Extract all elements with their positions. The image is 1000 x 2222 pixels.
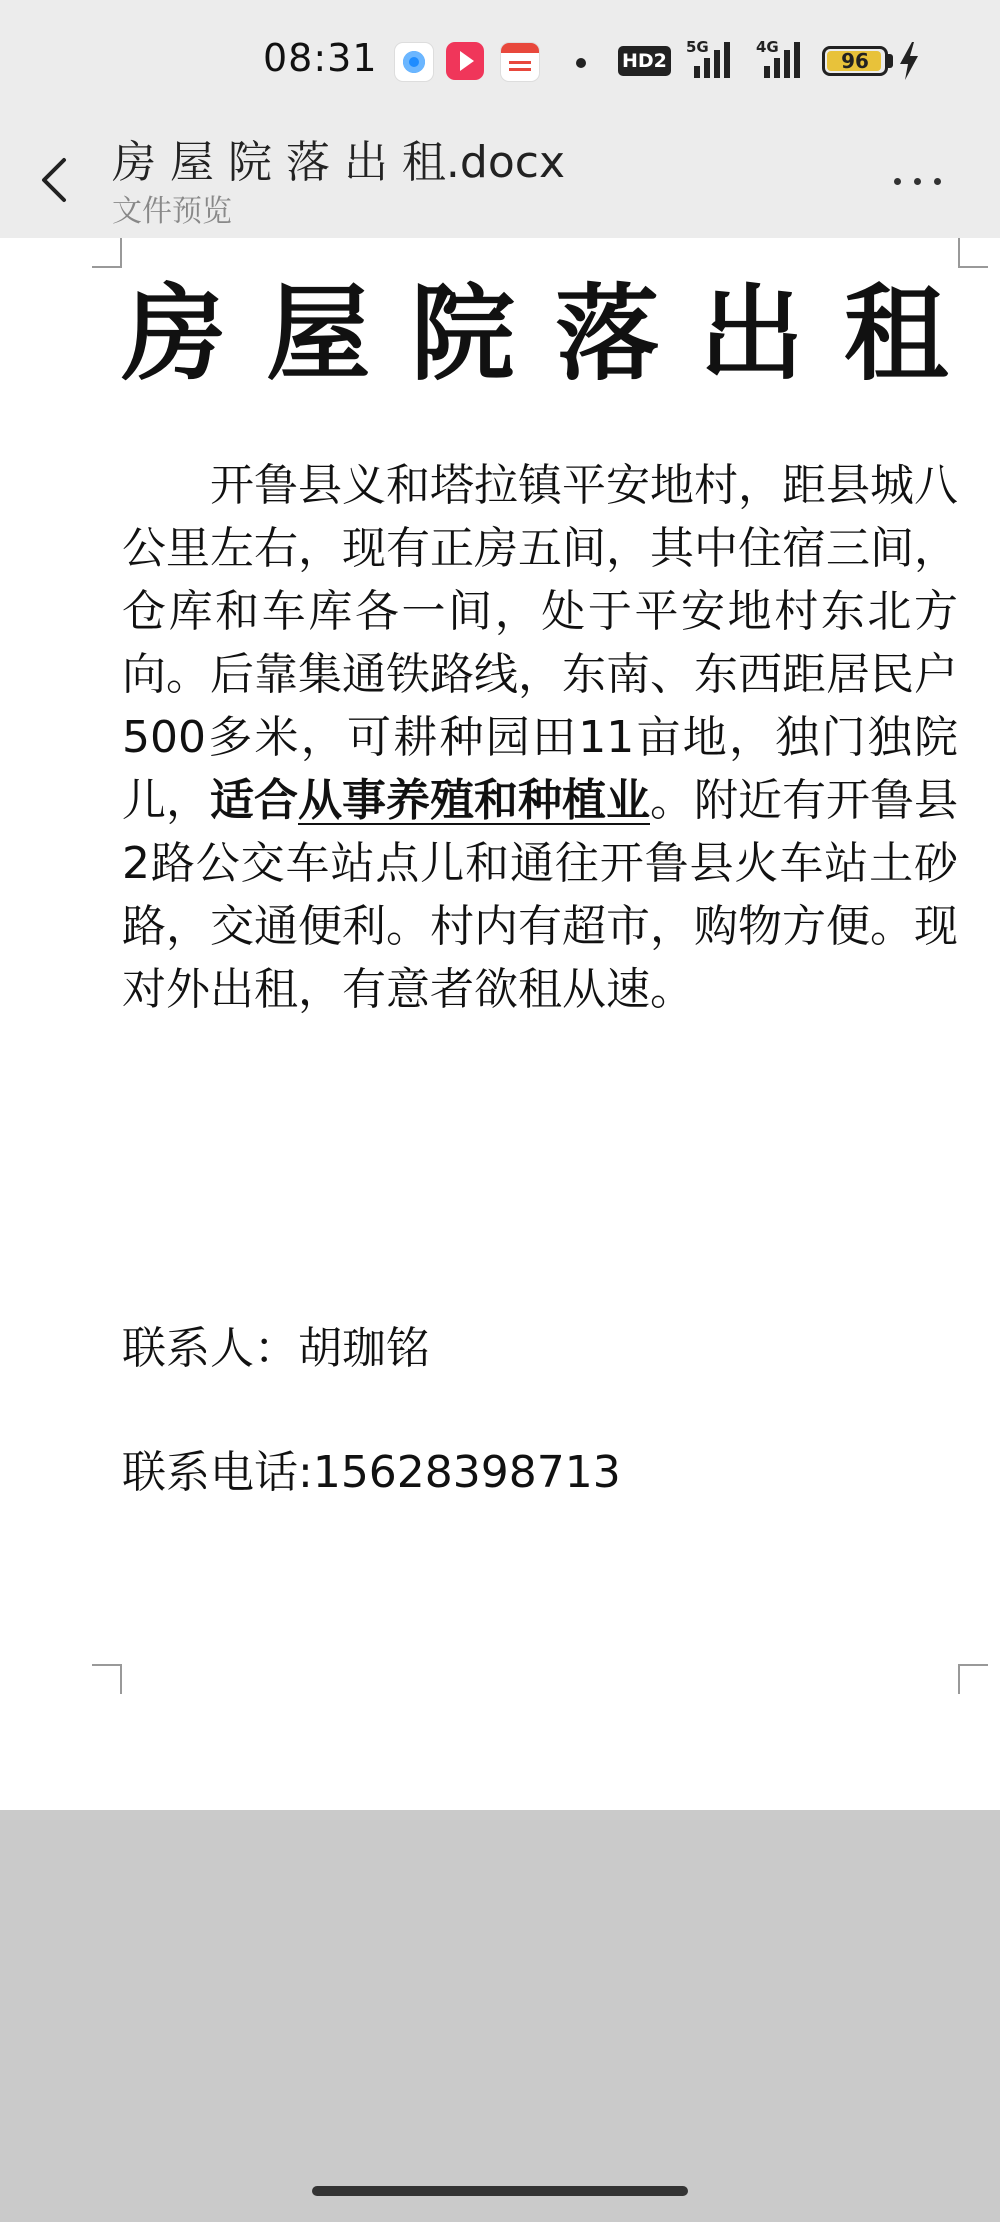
hd-voice-icon: HD2 bbox=[618, 46, 671, 76]
contact-phone: 联系电话:15628398713 bbox=[122, 1447, 621, 1498]
status-time: 08:31 bbox=[263, 36, 378, 80]
document-file-name: 房 屋 院 落 出 租.docx bbox=[112, 137, 565, 188]
signal-4g-icon bbox=[756, 40, 804, 78]
charging-icon bbox=[898, 42, 920, 80]
document-page[interactable] bbox=[0, 238, 1000, 1810]
document-background bbox=[0, 1810, 1000, 2222]
contact-person: 联系人：胡珈铭 bbox=[122, 1323, 430, 1374]
browser-app-icon bbox=[394, 42, 434, 82]
page-margin-corner bbox=[958, 238, 988, 268]
signal-5g-icon bbox=[686, 40, 734, 78]
more-options-icon[interactable] bbox=[890, 166, 950, 196]
battery-level: 96 bbox=[841, 49, 869, 73]
page-margin-corner bbox=[92, 238, 122, 268]
notification-dot-icon bbox=[576, 58, 586, 68]
document-heading: 房屋院落出租 bbox=[122, 273, 958, 395]
signal-5g-label: 5G bbox=[686, 38, 709, 56]
body-text-part2: 。附近有开鲁县2路公交车站点儿和通往开鲁县火车站土砂路，交通便利。村内有超市，购物方便。现对外出租，有意者欲租从速。 bbox=[122, 775, 958, 1015]
document-body bbox=[122, 454, 958, 1021]
calendar-app-icon bbox=[500, 42, 540, 82]
status-bar bbox=[0, 0, 1000, 124]
body-text-part1: 开鲁县义和塔拉镇平安地村，距县城八公里左右，现有正房五间，其中住宿三间，仓库和车库各一间，处于平安地村东北方向。后靠集通铁路线，东南、东西距居民户500多米，可耕种园田11亩地，独门独院儿， bbox=[122, 460, 958, 826]
body-bold-underlined-text: 从事养殖和种植业 bbox=[298, 775, 650, 826]
file-preview-label: 文件预览 bbox=[112, 194, 232, 229]
page-margin-corner bbox=[958, 1664, 988, 1694]
video-app-icon bbox=[446, 42, 484, 80]
body-bold-text: 适合 bbox=[210, 775, 298, 826]
signal-4g-label: 4G bbox=[756, 38, 779, 56]
battery-icon bbox=[822, 46, 888, 76]
page-margin-corner bbox=[92, 1664, 122, 1694]
battery-cap bbox=[888, 54, 893, 68]
home-indicator[interactable] bbox=[312, 2186, 688, 2196]
app-header bbox=[0, 124, 1000, 238]
back-arrow-icon[interactable] bbox=[28, 148, 88, 208]
